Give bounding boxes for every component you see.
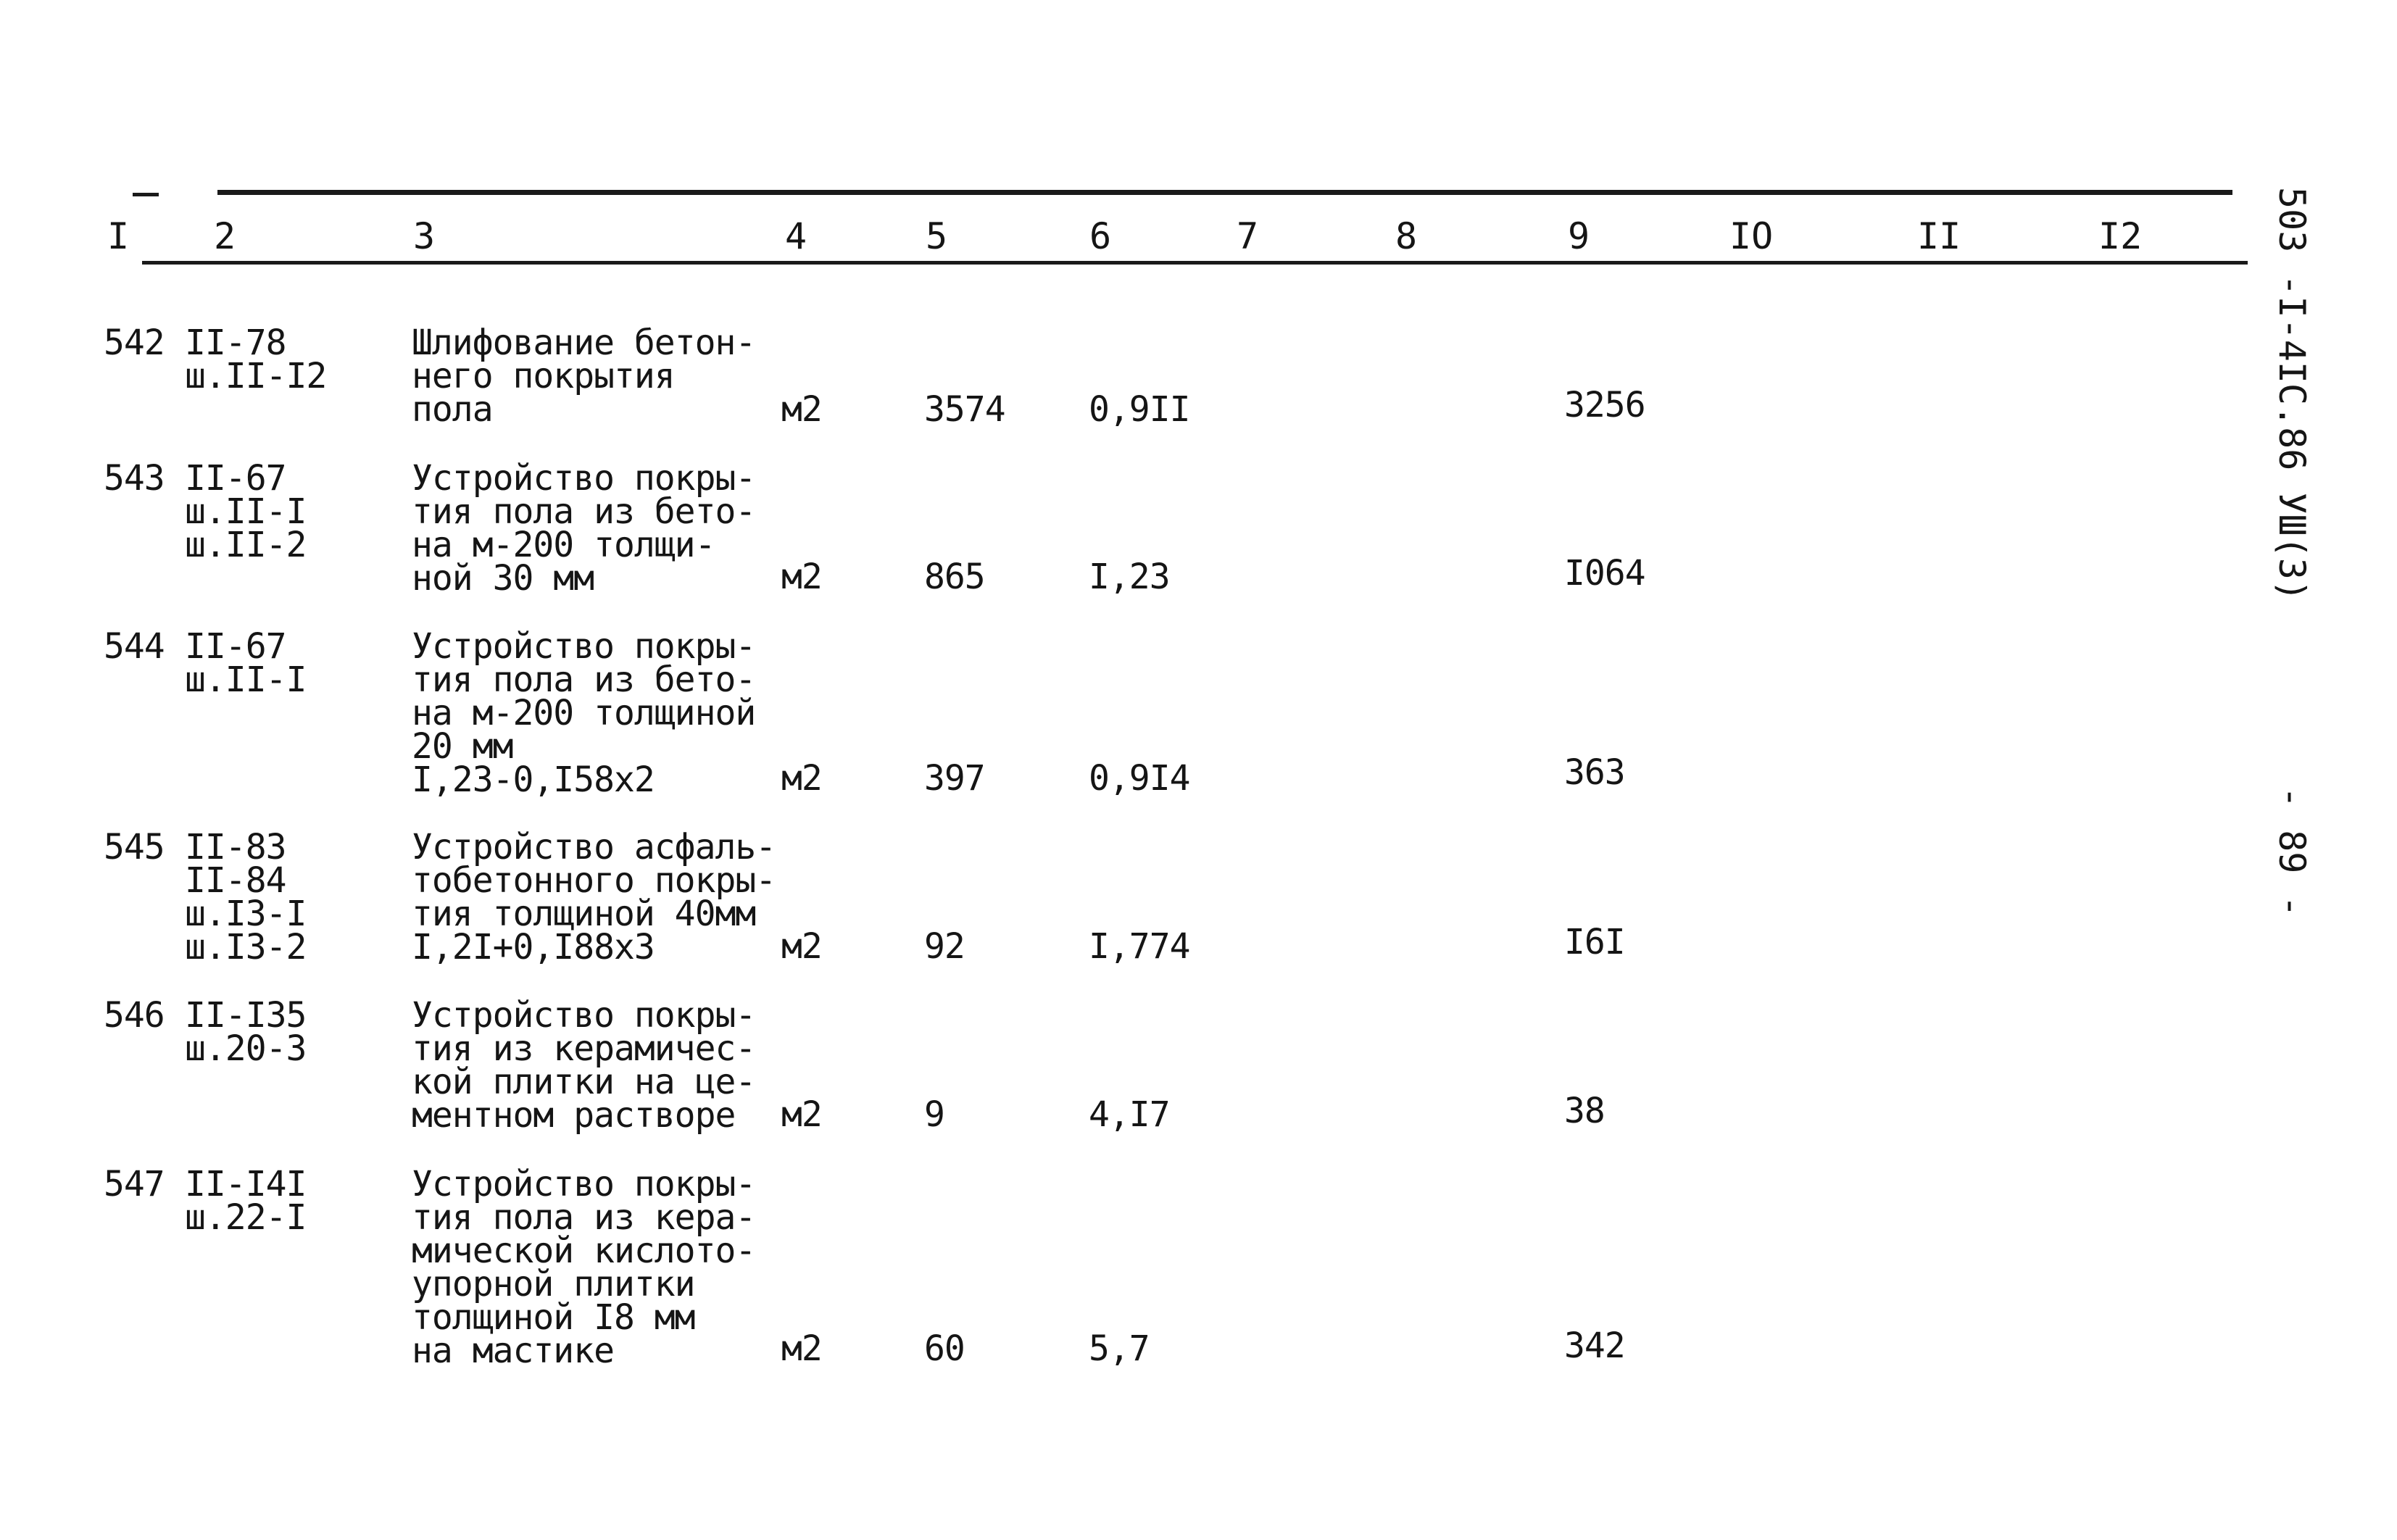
quantity: 865 [924,557,985,597]
rate-code: II-78 ш.II-I2 [185,322,327,396]
row-number: 547 [104,1164,165,1204]
rate-code: II-83 II-84 ш.I3-I ш.I3-2 [185,827,307,967]
row-number: 543 [104,458,165,499]
column-header-1: I [107,215,130,257]
row-number: 544 [104,626,165,667]
unit: м2 [781,1328,822,1369]
unit: м2 [781,926,822,967]
top-rule-stub [133,193,159,196]
column-header-11: II [1917,215,1961,257]
rate-code: II-I4I ш.22-I [185,1164,307,1238]
header-underline [142,261,2248,265]
rate-code: II-I35 ш.20-3 [185,995,307,1069]
column-header-10: IO [1729,215,1774,257]
column-header-7: 7 [1237,215,1259,257]
rate-code: II-67 ш.II-I ш.II-2 [185,458,307,565]
unit-rate: 5,7 [1089,1328,1150,1369]
column-header-4: 4 [785,215,807,257]
unit: м2 [781,1094,822,1135]
unit-rate: 0,9II [1089,389,1190,430]
work-description: Устройство покры- тия пола из бето- на м-200 толщиной 20 мм I,23-0,I58x2 [412,626,756,800]
column-header-12: I2 [2098,215,2143,257]
total-value: 363 [1564,752,1625,793]
rate-code: II-67 ш.II-I [185,626,307,700]
row-number: 542 [104,322,165,363]
total-value: I6I [1564,922,1625,962]
unit: м2 [781,389,822,430]
work-description: Шлифование бетон- него покрытия пола [412,322,756,430]
column-header-5: 5 [926,215,948,257]
row-number: 546 [104,995,165,1036]
column-header-6: 6 [1089,215,1112,257]
unit: м2 [781,758,822,799]
unit-rate: I,23 [1089,557,1170,597]
quantity: 397 [924,758,985,799]
column-header-2: 2 [214,215,236,257]
unit-rate: 4,I7 [1089,1094,1170,1135]
column-header-9: 9 [1568,215,1590,257]
work-description: Устройство покры- тия пола из кера- мической кислото- упорной плитки толщиной I8 мм на мастике [412,1164,756,1371]
work-description: Устройство покры- тия пола из бето- на м-200 толщи- ной 30 мм [412,458,756,599]
row-number: 545 [104,827,165,867]
document-code: 503 -I-4IC.86 УШ(3) [2271,187,2313,602]
column-header-8: 8 [1395,215,1418,257]
total-value: 342 [1564,1325,1625,1366]
quantity: 9 [924,1094,944,1135]
total-value: I064 [1564,553,1645,594]
work-description: Устройство асфаль- тобетонного покры- тия толщиной 40мм I,2I+0,I88x3 [412,827,776,967]
top-rule [217,190,2232,195]
page-number: - 89 - [2271,786,2313,917]
quantity: 60 [924,1328,965,1369]
column-header-3: 3 [413,215,436,257]
total-value: 38 [1564,1091,1605,1131]
unit-rate: I,774 [1089,926,1190,967]
quantity: 3574 [924,389,1005,430]
total-value: 3256 [1564,385,1645,425]
unit: м2 [781,557,822,597]
quantity: 92 [924,926,965,967]
unit-rate: 0,9I4 [1089,758,1190,799]
work-description: Устройство покры- тия из керамичес- кой плитки на це- ментном растворе [412,995,756,1136]
